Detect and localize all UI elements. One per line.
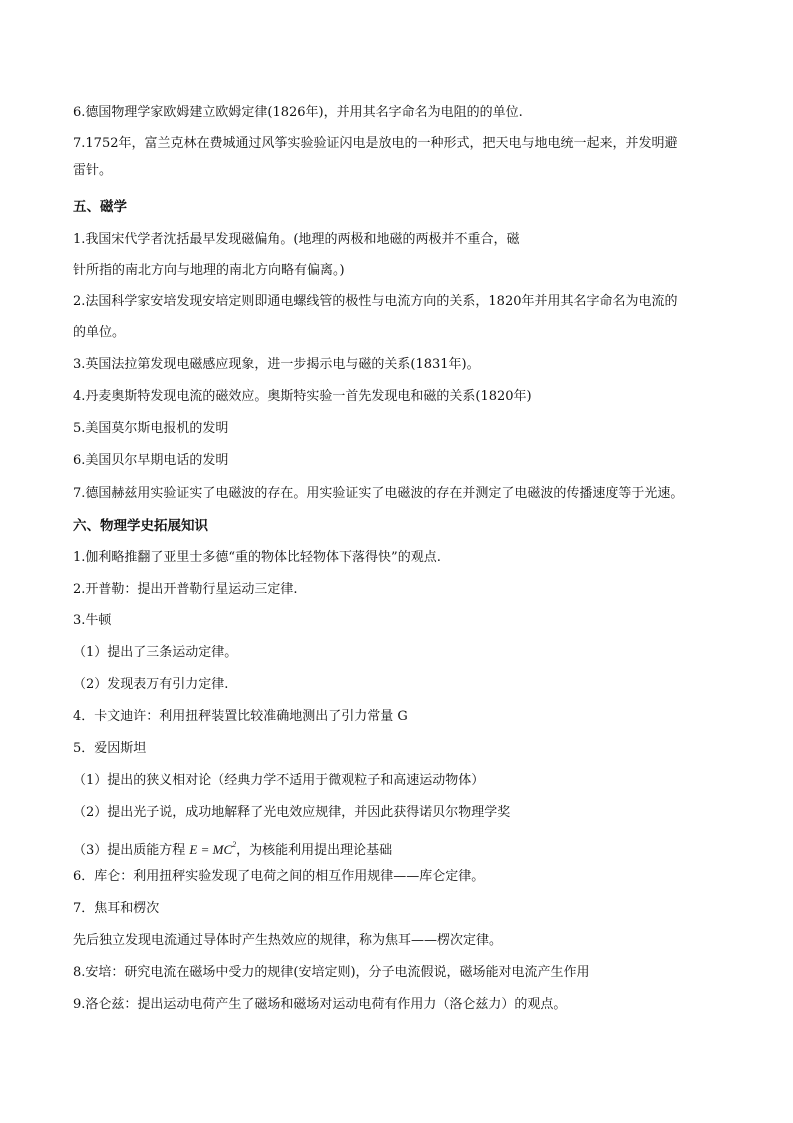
- text-line: 2.开普勒：提出开普勒行星运动三定律.: [73, 582, 298, 597]
- text-line: 4.丹麦奥斯特发现电流的磁效应。奥斯特实验一首先发现电和磁的关系(1820年): [73, 389, 532, 404]
- text-line: （2）发现表万有引力定律.: [73, 677, 229, 692]
- formula-rhs: MC: [212, 842, 233, 857]
- text-line: 5.美国莫尔斯电报机的发明: [73, 421, 229, 436]
- text-line: 7.1752年，富兰克林在费城通过风筝实验验证闪电是放电的一种形式，把天电与地电统一起来，并发明避: [73, 136, 678, 151]
- formula-line-prefix: （3）提出质能方程: [73, 843, 186, 858]
- text-line: 的单位。: [73, 325, 126, 340]
- text-line: 7.德国赫兹用实验证实了电磁波的存在。用实验证实了电磁波的存在并测定了电磁波的传播速度等于光速。: [73, 486, 684, 501]
- text-line: 针所指的南北方向与地理的南北方向略有偏离。): [73, 263, 345, 278]
- text-line: 1.我国宋代学者沈括最早发现磁偏角。(地理的两极和地磁的两极并不重合，磁: [73, 232, 520, 247]
- section-heading: 六、物理学史拓展知识: [73, 518, 208, 534]
- text-line: 雷针。: [73, 163, 113, 178]
- text-line: 8.安培：研究电流在磁场中受力的规律(安培定则)，分子电流假说，磁场能对电流产生作用: [73, 965, 590, 980]
- text-line: 5．爱因斯坦: [73, 741, 147, 756]
- mass-energy-formula: [189, 842, 236, 857]
- text-line: 7．焦耳和楞次: [73, 901, 160, 916]
- text-line: 9.洛仑兹：提出运动电荷产生了磁场和磁场对运动电荷有作用力（洛仑兹力）的观点。: [73, 997, 567, 1012]
- text-line: 1.伽利略推翻了亚里士多德“重的物体比轻物体下落得快”的观点.: [73, 550, 441, 565]
- formula-line-suffix: ，为核能利用提出理论基础: [236, 843, 393, 858]
- text-line: （1）提出的狭义相对论（经典力学不适用于微观粒子和高速运动物体）: [73, 773, 485, 788]
- text-line: 先后独立发现电流通过导体时产生热效应的规律，称为焦耳——楞次定律。: [73, 933, 503, 948]
- text-line: 6.德国物理学家欧姆建立欧姆定律(1826年)，并用其名字命名为电阻的的单位.: [73, 105, 523, 120]
- text-line: 3.牛顿: [73, 613, 112, 628]
- text-line: 3.英国法拉第发现电磁感应现象，进一步揭示电与磁的关系(1831年)。: [73, 357, 480, 372]
- text-line: 6．库仑：利用扭秤实验发现了电荷之间的相互作用规律——库仑定律。: [73, 869, 485, 884]
- text-line: 2.法国科学家安培发现安培定则即通电螺线管的极性与电流方向的关系，1820年并用其名字命名为电流的: [73, 294, 678, 309]
- text-line: （1）提出了三条运动定律。: [73, 645, 238, 660]
- text-line: 4．卡文迪许：利用扭秤装置比较准确地测出了引力常量 G: [73, 709, 408, 724]
- section-heading: 五、磁学: [73, 199, 127, 215]
- text-line: （2）提出光子说，成功地解释了光电效应规律，并因此获得诺贝尔物理学奖: [73, 805, 511, 820]
- formula-exponent: 2: [232, 840, 237, 849]
- formula-eq: =: [200, 842, 210, 857]
- text-line: 6.美国贝尔早期电话的发明: [73, 453, 229, 468]
- formula-line: [73, 837, 773, 859]
- formula-lhs: E: [189, 842, 198, 857]
